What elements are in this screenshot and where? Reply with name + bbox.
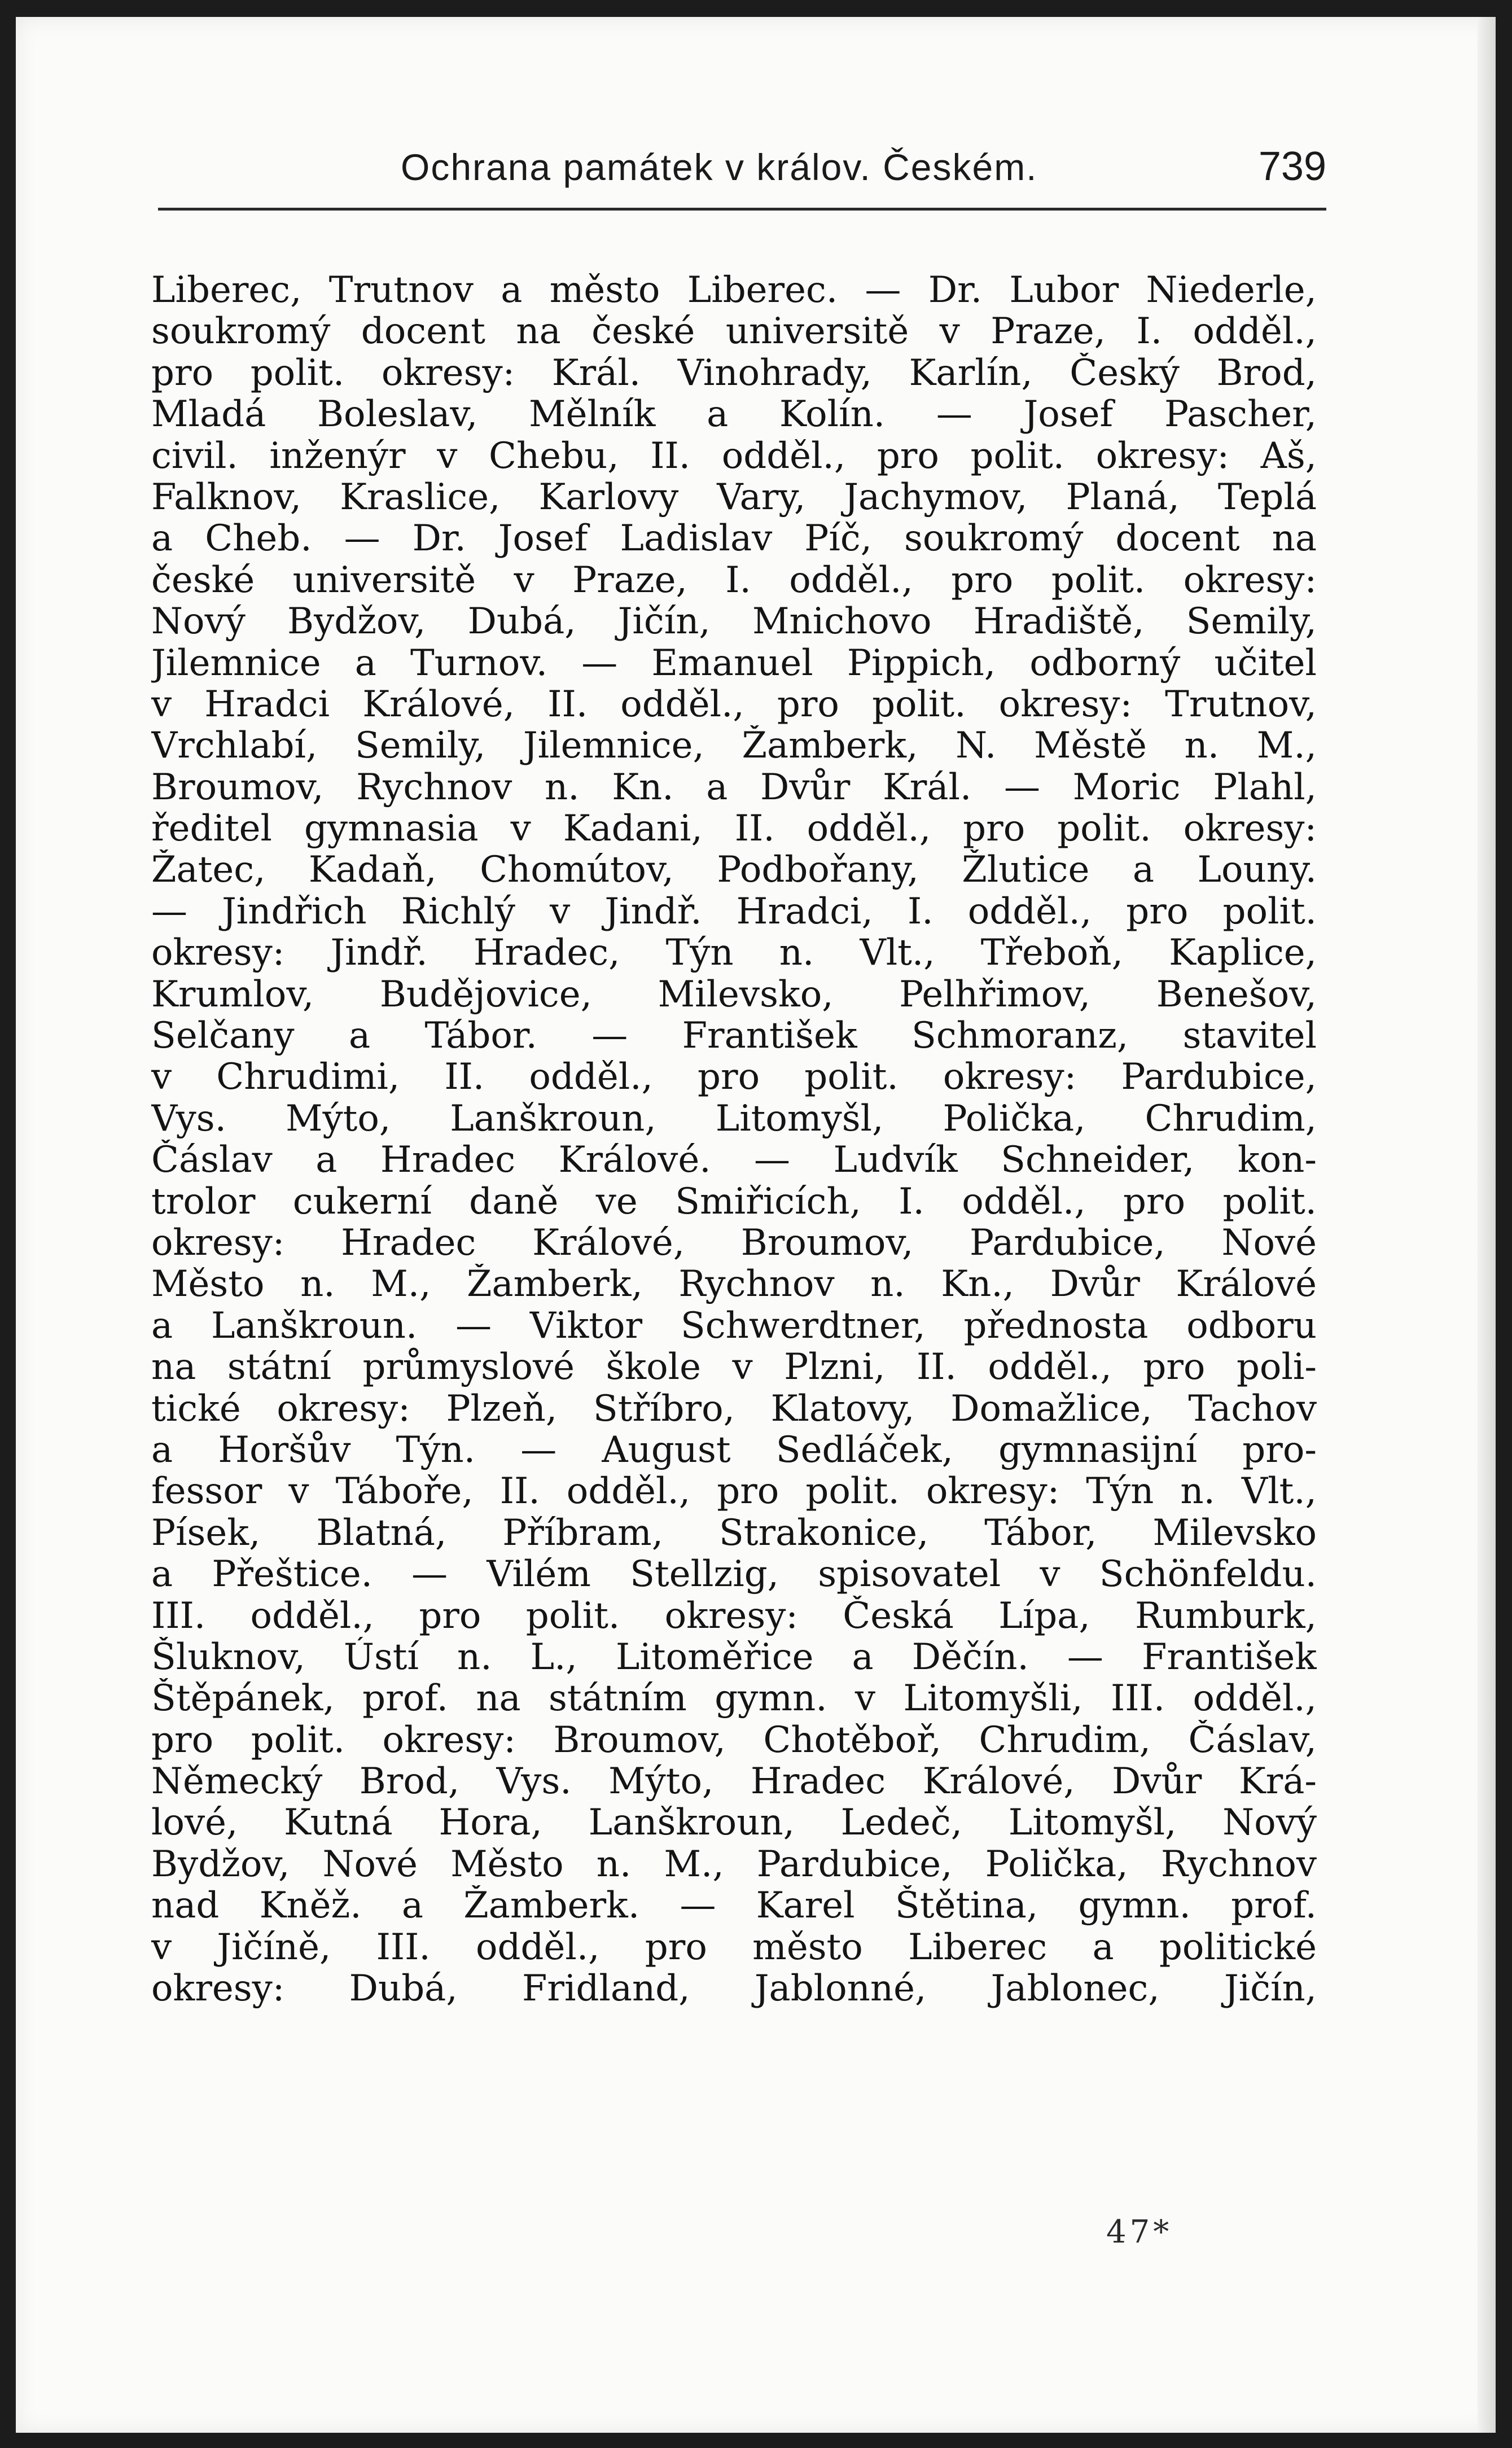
text-line: Broumov, Rychnov n. Kn. a Dvůr Král. — Moric Plahl,	[151, 767, 1317, 808]
running-head: Ochrana památek v králov. Českém.	[401, 146, 1038, 188]
header-rule	[158, 208, 1326, 211]
text-line: a Cheb. — Dr. Josef Ladislav Píč, soukromý docent na	[151, 518, 1317, 560]
text-line: Vrchlabí, Semily, Jilemnice, Žamberk, N. Městě n. M.,	[151, 725, 1317, 767]
text-line: Falknov, Kraslice, Karlovy Vary, Jachymov, Planá, Teplá	[151, 476, 1317, 518]
text-line: Žatec, Kadaň, Chomútov, Podbořany, Žlutice a Louny.	[151, 849, 1317, 891]
text-line: civil. inženýr v Chebu, II. odděl., pro polit. okresy: Aš,	[151, 435, 1317, 477]
text-line: Německý Brod, Vys. Mýto, Hradec Králové, Dvůr Krá-	[151, 1761, 1317, 1803]
text-line: tické okresy: Plzeň, Stříbro, Klatovy, Domažlice, Tachov	[151, 1388, 1317, 1430]
text-line: Liberec, Trutnov a město Liberec. — Dr. Lubor Niederle,	[151, 270, 1317, 311]
text-line: nad Kněž. a Žamberk. — Karel Štětina, gymn. prof.	[151, 1885, 1317, 1927]
text-line: pro polit. okresy: Broumov, Chotěboř, Chrudim, Čáslav,	[151, 1719, 1317, 1761]
text-line: Město n. M., Žamberk, Rychnov n. Kn., Dvůr Králové	[151, 1264, 1317, 1306]
text-line: — Jindřich Richlý v Jindř. Hradci, I. odděl., pro polit.	[151, 891, 1317, 932]
text-line: okresy: Dubá, Fridland, Jablonné, Jablonec, Jičín,	[151, 1968, 1317, 2010]
text-line: a Lanškroun. — Viktor Schwerdtner, přednosta odboru	[151, 1305, 1317, 1347]
text-line: Čáslav a Hradec Králové. — Ludvík Schneider, kon-	[151, 1140, 1317, 1181]
text-line: v Hradci Králové, II. odděl., pro polit. okresy: Trutnov,	[151, 684, 1317, 725]
text-line: a Horšův Týn. — August Sedláček, gymnasijní pro-	[151, 1429, 1317, 1471]
text-line: okresy: Hradec Králové, Broumov, Pardubice, Nové	[151, 1222, 1317, 1264]
text-line: v Chrudimi, II. odděl., pro polit. okresy: Pardubice,	[151, 1057, 1317, 1098]
text-line: III. odděl., pro polit. okresy: Česká Lípa, Rumburk,	[151, 1595, 1317, 1637]
text-line: lové, Kutná Hora, Lanškroun, Ledeč, Litomyšl, Nový	[151, 1802, 1317, 1844]
text-line: Jilemnice a Turnov. — Emanuel Pippich, odborný učitel	[151, 642, 1317, 684]
text-line: Vys. Mýto, Lanškroun, Litomyšl, Polička, Chrudim,	[151, 1098, 1317, 1140]
text-line: v Jičíně, III. odděl., pro město Liberec a politické	[151, 1926, 1317, 1968]
text-line: ředitel gymnasia v Kadani, II. odděl., pro polit. okresy:	[151, 808, 1317, 850]
text-line: Nový Bydžov, Dubá, Jičín, Mnichovo Hradiště, Semily,	[151, 601, 1317, 643]
text-line: české universitě v Praze, I. odděl., pro polit. okresy:	[151, 559, 1317, 601]
text-line: Krumlov, Budějovice, Milevsko, Pelhřimov, Benešov,	[151, 974, 1317, 1015]
page-header	[158, 135, 1326, 198]
body-text	[151, 270, 1317, 2009]
text-line: na státní průmyslové škole v Plzni, II. odděl., pro poli-	[151, 1347, 1317, 1389]
page-number: 739	[1258, 144, 1326, 189]
text-line: trolor cukerní daně ve Smiřicích, I. odděl., pro polit.	[151, 1181, 1317, 1223]
text-line: soukromý docent na české universitě v Praze, I. odděl.,	[151, 311, 1317, 353]
text-line: pro polit. okresy: Král. Vinohrady, Karlín, Český Brod,	[151, 352, 1317, 394]
text-line: Selčany a Tábor. — František Schmoranz, stavitel	[151, 1015, 1317, 1057]
page-edge	[1478, 17, 1496, 2433]
text-line: Mladá Boleslav, Mělník a Kolín. — Josef Pascher,	[151, 394, 1317, 436]
text-line: Písek, Blatná, Příbram, Strakonice, Tábor, Milevsko	[151, 1512, 1317, 1554]
text-line: fessor v Táboře, II. odděl., pro polit. okresy: Týn n. Vlt.,	[151, 1471, 1317, 1513]
signature-mark: 47*	[1106, 2214, 1173, 2250]
text-line: Štěpánek, prof. na státním gymn. v Litomyšli, III. odděl.,	[151, 1678, 1317, 1720]
text-line: Šluknov, Ústí n. L., Litoměřice a Děčín. — František	[151, 1636, 1317, 1678]
text-line: Bydžov, Nové Město n. M., Pardubice, Polička, Rychnov	[151, 1843, 1317, 1885]
text-line: okresy: Jindř. Hradec, Týn n. Vlt., Třeboň, Kaplice,	[151, 932, 1317, 974]
text-line: a Přeštice. — Vilém Stellzig, spisovatel v Schönfeldu.	[151, 1554, 1317, 1596]
